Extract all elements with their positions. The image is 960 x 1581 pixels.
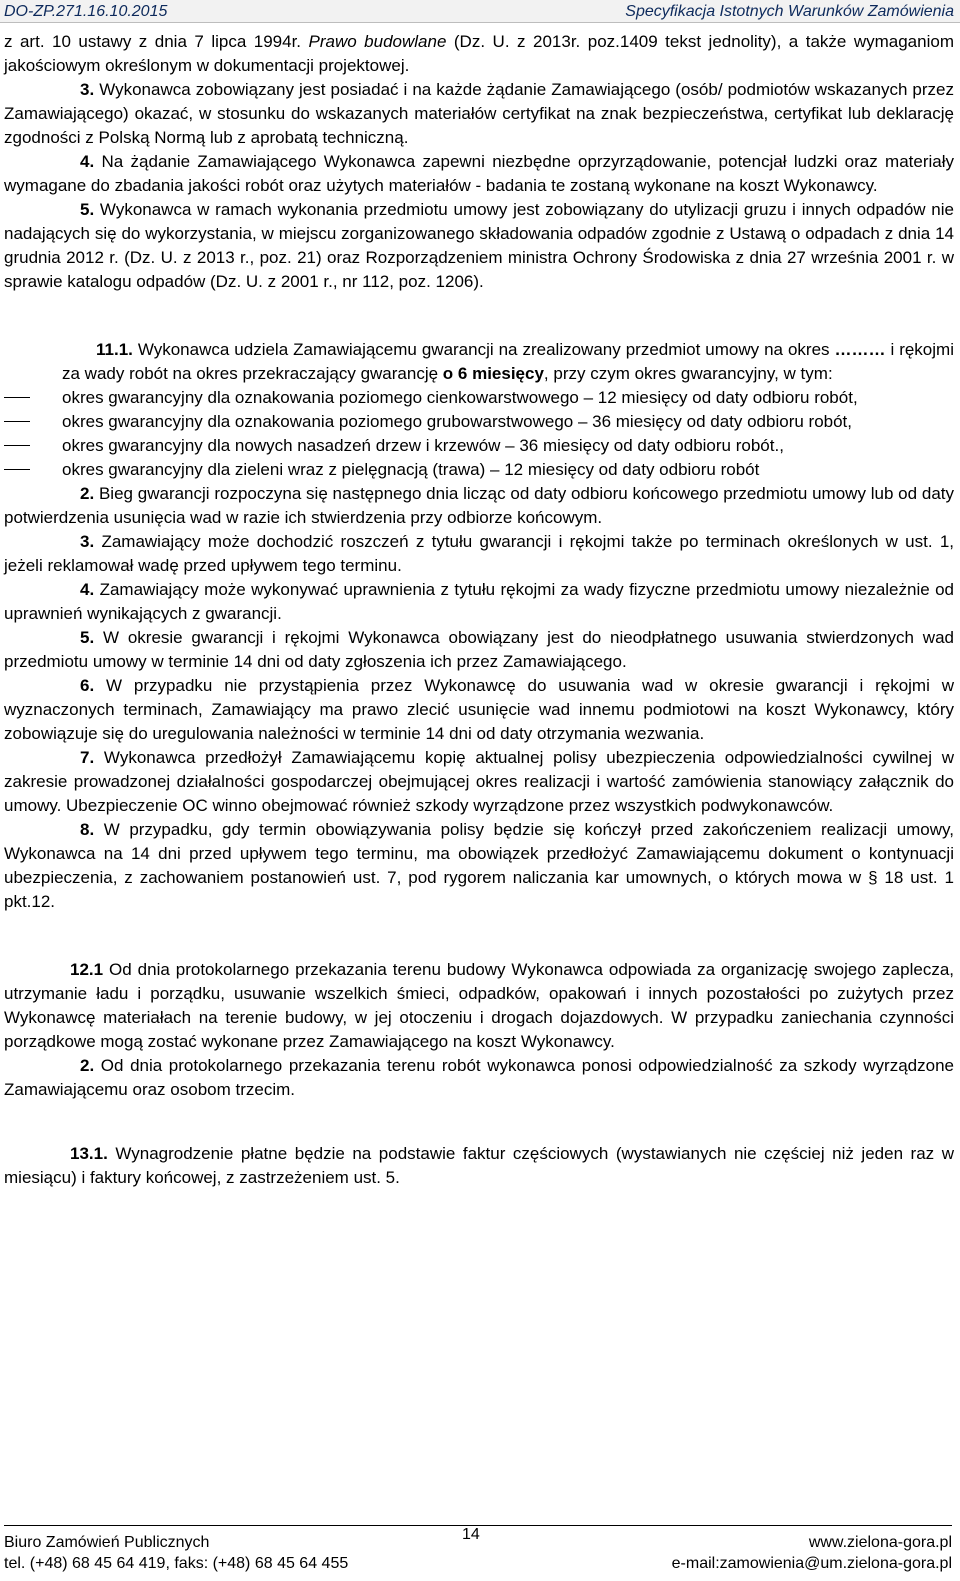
- paragraph-number: 4.: [80, 152, 95, 171]
- section-11-paragraph-7: [4, 746, 954, 818]
- paragraph-text: Zamawiający może wykonywać uprawnienia z tytułu rękojmi za wady fizyczne przedmiotu umowy niezależnie od uprawnień wynikających z gwarancji.: [4, 580, 954, 623]
- paragraph-text: Wykonawca w ramach wykonania przedmiotu umowy jest zobowiązany do utylizacji gruzu i innych odpadów nie nadających się do wykorzystania, w miejscu zorganizowanego składowania odpadów zgodnie z Ustawą o odpadach z dnia 14 grudnia 2012 r. (Dz. U. z 2013 r., poz. 21) oraz Rozporządzeniem ministra Ochrony Środowiska z dnia 27 września 2001 r. w sprawie katalogu odpadów (Dz. U. z 2001 r., nr 112, poz. 1206).: [4, 200, 954, 291]
- footer-phone-fax: tel. (+48) 68 45 64 419, faks: (+48) 68 45 64 455: [4, 1555, 349, 1572]
- paragraph-text: Zamawiający może dochodzić roszczeń z tytułu gwarancji i rękojmi także po terminach określonych w ust. 1, jeżeli reklamował wadę przed upływem tego terminu.: [4, 532, 954, 575]
- paragraph-text: , przy czym okres gwarancyjny, w tym:: [543, 364, 833, 383]
- intro-paragraph-5: [4, 198, 954, 294]
- section-11-paragraph-6: [4, 674, 954, 746]
- paragraph-text: Od dnia protokolarnego przekazania terenu robót wykonawca ponosi odpowiedzialność za szkody wyrządzone Zamawiającemu oraz osobom trzecim.: [4, 1056, 954, 1099]
- intro-paragraph-4: [4, 150, 954, 198]
- paragraph-number: 5.: [80, 200, 95, 219]
- page-number: 14: [462, 1526, 480, 1543]
- warranty-list-item: [4, 458, 954, 482]
- paragraph-number: 6.: [80, 676, 95, 695]
- section-11-paragraph-2: [4, 482, 954, 530]
- section-13-paragraph-1: [4, 1142, 954, 1190]
- section-12-paragraph-2: [4, 1054, 954, 1102]
- warranty-list-item: [4, 434, 954, 458]
- list-item-text: okres gwarancyjny dla oznakowania poziomego cienkowarstwowego – 12 miesięcy od daty odbioru robót,: [62, 388, 858, 407]
- paragraph-number: 7.: [80, 748, 95, 767]
- paragraph-text: Wynagrodzenie płatne będzie na podstawie faktur częściowych (wystawianych nie częściej niż jeden raz w miesiącu) i faktury końcowej, z zastrzeżeniem ust. 5.: [4, 1144, 954, 1187]
- text: (Dz. U. z 2013r. poz.1409 tekst jednolity), a także wymaganiom jakościowym określonym w dokumentacji projektowej.: [4, 32, 954, 75]
- section-11-paragraph-4: [4, 578, 954, 626]
- paragraph-number: 2.: [80, 484, 95, 503]
- dash-bullet-icon: [4, 397, 30, 398]
- blank-dots: ………: [834, 340, 886, 359]
- section-12-paragraph-1: [4, 958, 954, 1054]
- section-11-paragraph-3: [4, 530, 954, 578]
- dash-bullet-icon: [4, 469, 30, 470]
- paragraph-text: Wykonawca przedłożył Zamawiającemu kopię aktualnej polisy ubezpieczenia odpowiedzialności cywilnej w zakresie prowadzonej działalności gospodarczej obejmującej okres realizacji i wartość zamówienia stanowiący załącznik do umowy. Ubezpieczenie OC winno obejmować również szkody wyrządzone przez wszystkich podwykonawców.: [4, 748, 954, 815]
- document-reference: DO-ZP.271.16.10.2015: [4, 3, 168, 20]
- paragraph-text: Na żądanie Zamawiającego Wykonawca zapewni niezbędne oprzyrządowanie, potencjał ludzki oraz materiały wymagane do zbadania jakości robót oraz użytych materiałów - badania te zostaną wykonane na koszt Wykonawcy.: [4, 152, 954, 195]
- paragraph-text: Wykonawca zobowiązany jest posiadać i na każde żądanie Zamawiającego (osób/ podmiotów wskazanych przez Zamawiającego) okazać, w stosunku do wskazanych materiałów certyfikat na znak bezpieczeństwa, certyfikat lub deklarację zgodności z Polską Normą lub z aprobatą techniczną.: [4, 80, 954, 147]
- footer-website: www.zielona-gora.pl: [808, 1534, 952, 1551]
- section-11-paragraph-1: [62, 338, 954, 386]
- paragraph-number: 3.: [80, 532, 95, 551]
- document-title: Specyfikacja Istotnych Warunków Zamówienia: [625, 3, 954, 20]
- paragraph-text: W przypadku, gdy termin obowiązywania polisy będzie się kończył przed zakończeniem realizacji umowy, Wykonawca na 14 dni przed upływem tego terminu, ma obowiązek przedłożyć Zamawiającemu dokument o kontynuacji ubezpieczenia, z zachowaniem postanowień ust. 7, pod rygorem naliczania kar umownych, o których mowa w § 18 ust. 1 pkt.12.: [4, 820, 954, 911]
- page-content: [4, 30, 954, 1190]
- paragraph-number: 5.: [80, 628, 95, 647]
- section-number: 11.1.: [96, 340, 133, 359]
- paragraph-text: W przypadku nie przystąpienia przez Wykonawcę do usuwania wad w okresie gwarancji i rękojmi w wyznaczonych terminach, Zamawiający ma prawo zlecić usunięcie wad innemu podmiotowi na koszt Wykonawcy, który zobowiązuje się do uregulowania należności w terminie 14 dni od daty otrzymania wezwania.: [4, 676, 954, 743]
- warranty-list-item: [4, 386, 954, 410]
- footer-email: e-mail:zamowienia@um.zielona-gora.pl: [671, 1555, 952, 1572]
- section-number: 13.1.: [70, 1144, 108, 1163]
- dash-bullet-icon: [4, 421, 30, 422]
- law-title: Prawo budowlane: [308, 32, 447, 51]
- intro-paragraph-3: [4, 78, 954, 150]
- paragraph-text: i rękojmi za wady robót na okres przekraczający gwarancję: [62, 340, 954, 383]
- dash-bullet-icon: [4, 445, 30, 446]
- intro-paragraph-continued: [4, 30, 954, 78]
- section-11-paragraph-8: [4, 818, 954, 914]
- paragraph-text: Wykonawca udziela Zamawiającemu gwarancji na zrealizowany przedmiot umowy na okres: [132, 340, 835, 359]
- paragraph-number: 4.: [80, 580, 95, 599]
- list-item-text: okres gwarancyjny dla zieleni wraz z pielęgnacją (trawa) – 12 miesięcy od daty odbioru robót: [62, 460, 760, 479]
- warranty-list-item: [4, 410, 954, 434]
- page-header: [0, 0, 960, 23]
- list-item-text: okres gwarancyjny dla nowych nasadzeń drzew i krzewów – 36 miesięcy od daty odbioru robót.,: [62, 436, 784, 455]
- text: z art. 10 ustawy z dnia 7 lipca 1994r.: [4, 32, 309, 51]
- paragraph-number: 2.: [80, 1056, 95, 1075]
- list-item-text: okres gwarancyjny dla oznakowania poziomego grubowarstwowego – 36 miesięcy od daty odbioru robót,: [62, 412, 853, 431]
- paragraph-number: 8.: [80, 820, 95, 839]
- footer-office: Biuro Zamówień Publicznych: [4, 1534, 210, 1551]
- paragraph-text: Bieg gwarancji rozpoczyna się następnego dnia licząc od daty odbioru końcowego przedmiotu umowy lub od daty potwierdzenia usunięcia wad w razie ich stwierdzenia przy odbiorze końcowym.: [4, 484, 954, 527]
- section-11-paragraph-5: [4, 626, 954, 674]
- bold-period: o 6 miesięcy: [442, 364, 544, 383]
- paragraph-text: W okresie gwarancji i rękojmi Wykonawca obowiązany jest do nieodpłatnego usuwania stwierdzonych wad przedmiotu umowy w terminie 14 dni od daty zgłoszenia ich przez Zamawiającego.: [4, 628, 954, 671]
- section-number: 12.1: [70, 960, 104, 979]
- paragraph-text: Od dnia protokolarnego przekazania terenu budowy Wykonawca odpowiada za organizację swojego zaplecza, utrzymanie ładu i porządku, usuwanie wszelkich śmieci, odpadków, opakowań i innych pozostałości po zużytych przez Wykonawcę materiałach na terenie budowy, w jej otoczeniu i drogach dojazdowych. W przypadku zaniechania czynności porządkowe mogą zostać wykonane przez Zamawiającego na koszt Wykonawcy.: [4, 960, 954, 1051]
- paragraph-number: 3.: [80, 80, 95, 99]
